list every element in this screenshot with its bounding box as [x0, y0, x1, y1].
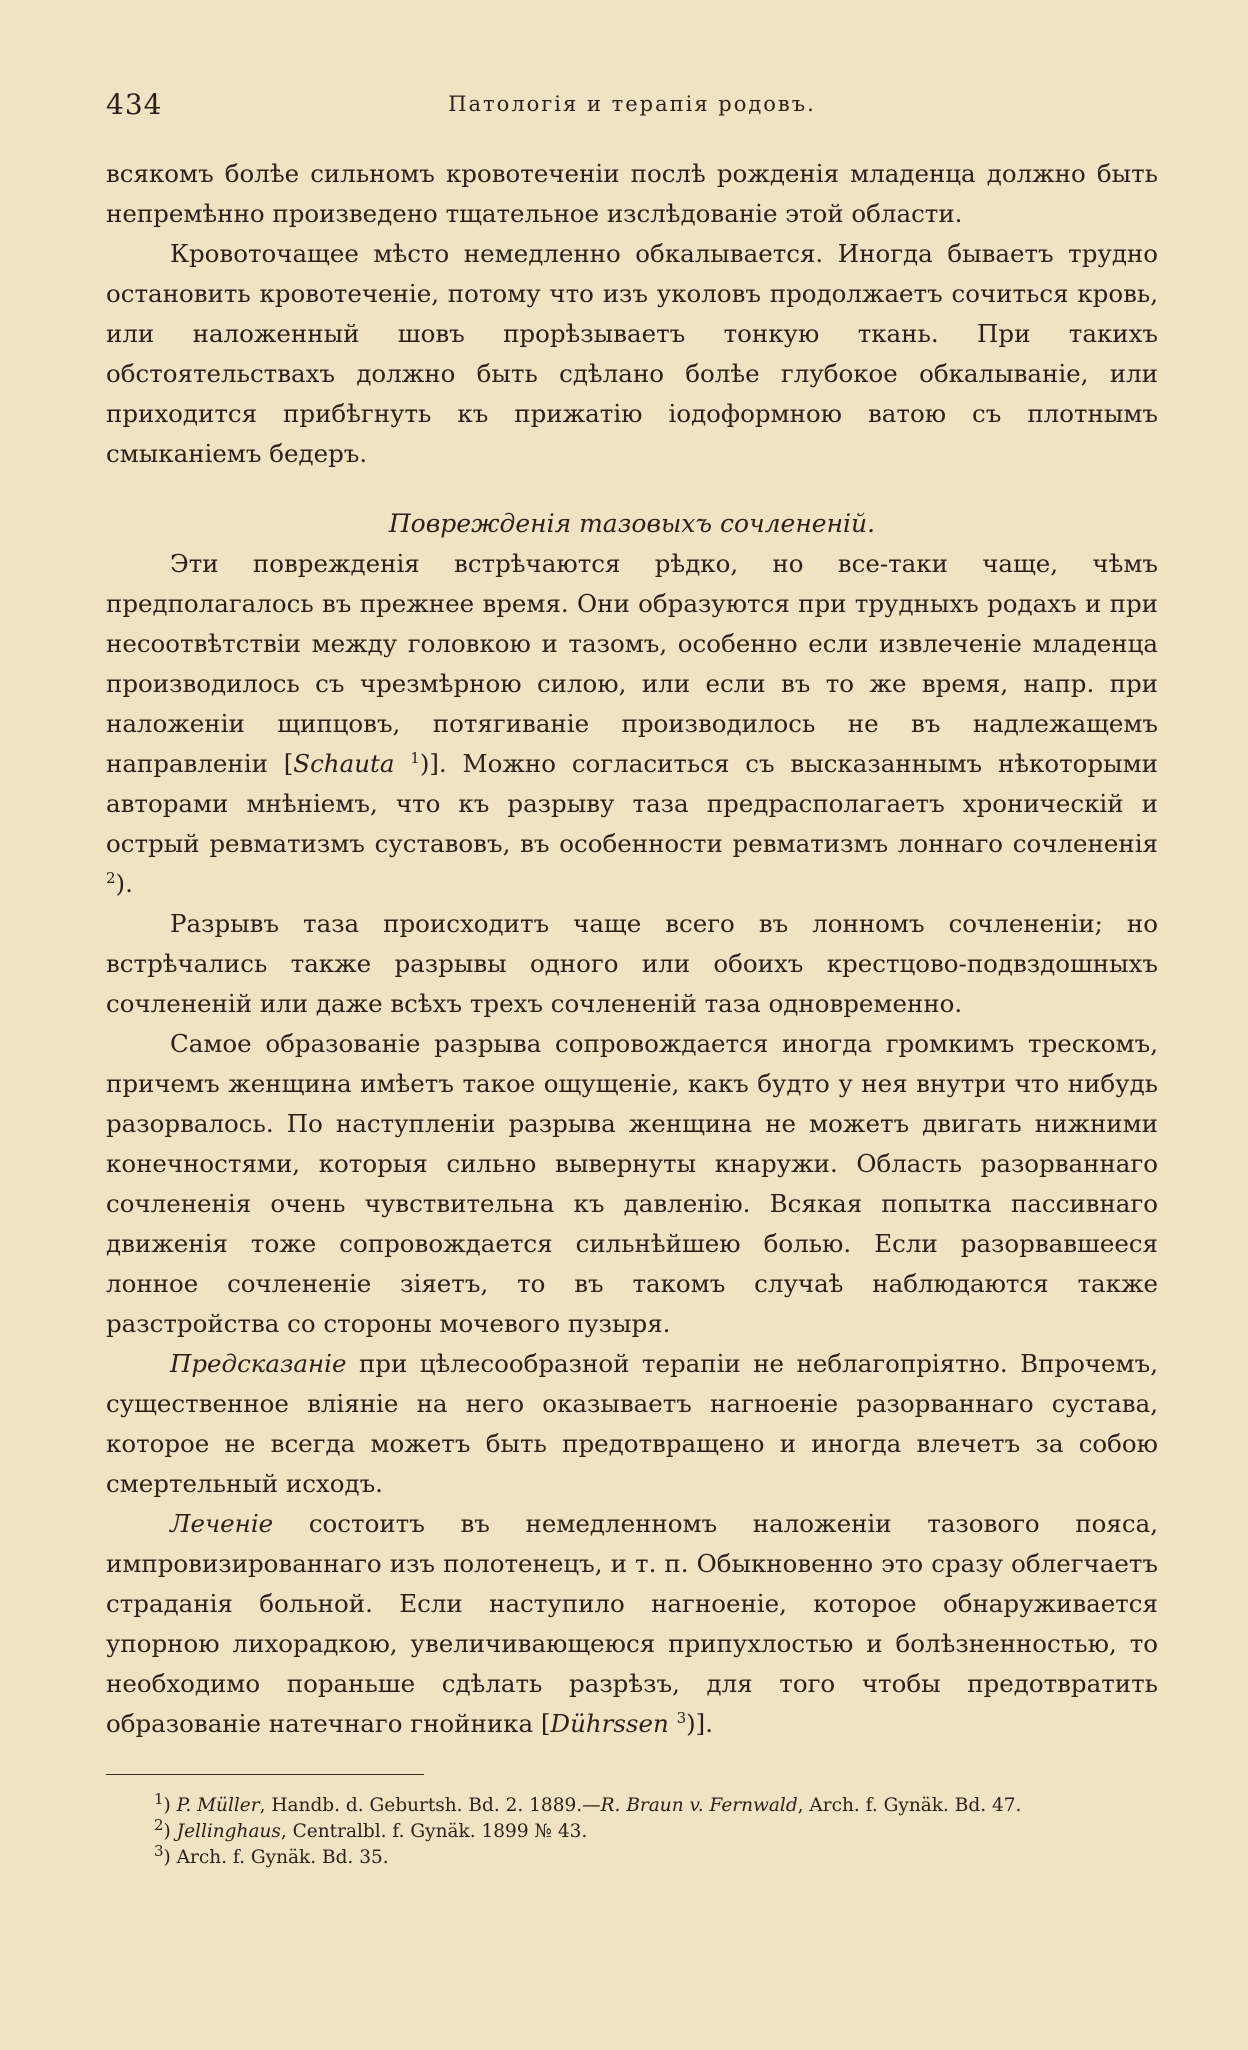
footnote-1-text-2: , Arch. f. Gynäk. Bd. 47.: [797, 1795, 1022, 1816]
footnote-1-mark: 1: [154, 1789, 164, 1808]
page-header: [106, 88, 1158, 128]
term-treatment: Леченіе: [170, 1509, 274, 1538]
paragraph-3-text-a: Эти поврежденія встрѣчаются рѣдко, но все-таки чаще, чѣмъ предполагалось въ прежнее время. Они образуются при трудныхъ родахъ и при несоотвѣтствіи между головкою и тазомъ, особенно если извлеченіе младенца производилось съ чрезмѣрною силою, или если въ то же время, напр. при наложеніи щипцовъ, потягиваніе производилось не въ надлежащемъ направленіи [: [106, 549, 1158, 778]
paragraph-6-text: при цѣлесообразной терапіи не неблагопріятно. Впрочемъ, существенное вліяніе на него оказываетъ нагноеніе разорваннаго сустава, которое не всегда можетъ быть предотвращено и иногда влечетъ за собою смертельный исходъ.: [106, 1349, 1158, 1498]
footnote-3: $^3$) Arch. f. Gynäk. Bd. 35.: [154, 1841, 389, 1868]
footnote-1-author-1: P. Müller: [176, 1795, 260, 1816]
body-text: [106, 154, 1158, 1744]
paragraph-6: [106, 1344, 1158, 1504]
footnote-2-author: Jellinghaus: [176, 1821, 281, 1842]
running-title: Патологія и терапія родовъ.: [448, 92, 816, 116]
footnote-ref-1: 1: [410, 748, 420, 767]
book-page: [106, 88, 1158, 1871]
author-duehrssen: Dührssen: [550, 1709, 669, 1738]
footnote-divider: [106, 1774, 424, 1775]
paragraph-7: [106, 1504, 1158, 1744]
footnote-1-author-2: R. Braun v. Fernwald: [600, 1795, 798, 1816]
section-title: Поврежденія тазовыхъ сочлененій.: [388, 509, 876, 538]
paragraph-5: Самое образованіе разрыва сопровождается иногда громкимъ трескомъ, причемъ женщина имѣетъ такое ощущеніе, какъ будто у нея внутри что нибудь разорвалось. По наступленіи разрыва женщина не можетъ двигать нижними конечностями, которыя сильно вывернуты кнаружи. Область разорваннаго сочлененія очень чувствительна къ давленію. Всякая попытка пассивнаго движенія тоже сопровождается сильнѣйшею болью. Если разорвавшееся лонное сочлененіе зіяетъ, то въ такомъ случаѣ наблюдаются также разстройства со стороны мочевого пузыря.: [106, 1029, 1158, 1338]
paragraph-7-text-b: )].: [686, 1709, 714, 1738]
footnote-ref-2: 2: [106, 868, 116, 887]
paragraph-3: [106, 544, 1158, 904]
footnote-2-text: , Centralbl. f. Gynäk. 1899 № 43.: [280, 1821, 588, 1842]
footnote-2-mark: 2: [154, 1815, 164, 1834]
footnote-2: $^2$) Jellinghaus, Centralbl. f. Gynäk. 1899 № 43.: [154, 1815, 588, 1842]
page-number: 434: [106, 88, 163, 121]
paragraph-2: Кровоточащее мѣсто немедленно обкалывается. Иногда бываетъ трудно остановить кровотеченіе, потому что изъ уколовъ продолжаетъ сочиться кровь, или наложенный шовъ прорѣзываетъ тонкую ткань. При такихъ обстоятельствахъ должно быть сдѣлано болѣе глубокое обкалываніе, или приходится прибѣгнуть къ прижатію іодоформною ватою съ плотнымъ смыканіемъ бедеръ.: [106, 239, 1158, 468]
term-prognosis: Предсказаніе: [170, 1349, 347, 1378]
footnote-1: $^1$) P. Müller, Handb. d. Geburtsh. Bd. 2. 1889.—R. Braun v. Fernwald, Arch. f. Gynäk. Bd. 47.: [154, 1789, 1022, 1816]
paragraph-4: Разрывъ таза происходитъ чаще всего въ лонномъ сочлененіи; но встрѣчались также разрывы одного или обоихъ крестцово-подвздошныхъ сочлененій или даже всѣхъ трехъ сочлененій таза одновременно.: [106, 909, 1158, 1018]
paragraph-3-text-c: ).: [115, 869, 133, 898]
paragraph-1: всякомъ болѣе сильномъ кровотеченіи послѣ рожденія младенца должно быть непремѣнно произведено тщательное изслѣдованіе этой области.: [106, 159, 1158, 228]
footnote-3-text: Arch. f. Gynäk. Bd. 35.: [176, 1847, 389, 1868]
footnote-3-mark: 3: [154, 1841, 164, 1860]
paragraph-7-text-a: состоитъ въ немедленномъ наложеніи тазового пояса, импровизированнаго изъ полотенецъ, и т. п. Обыкновенно это сразу облегчаетъ страданія больной. Если наступило нагноеніе, которое обнаруживается упорною лихорадкою, увеличивающеюся припухлостью и болѣзненностью, то необходимо пораньше сдѣлать разрѣзъ, для того чтобы предотвратить образованіе натечнаго гнойника [: [106, 1509, 1158, 1738]
paragraph-3-text-b: )]. Можно согласиться съ высказаннымъ нѣкоторыми авторами мнѣніемъ, что къ разрыву таза предрасполагаетъ хроническій и острый ревматизмъ суставовъ, въ особенности ревматизмъ лоннаго сочлененія: [106, 749, 1158, 858]
author-schauta: Schauta: [293, 749, 395, 778]
footnotes: [106, 1789, 1158, 1871]
footnote-ref-3: 3: [676, 1708, 687, 1727]
footnote-1-text-1: , Handb. d. Geburtsh. Bd. 2. 1889.—: [259, 1795, 601, 1816]
